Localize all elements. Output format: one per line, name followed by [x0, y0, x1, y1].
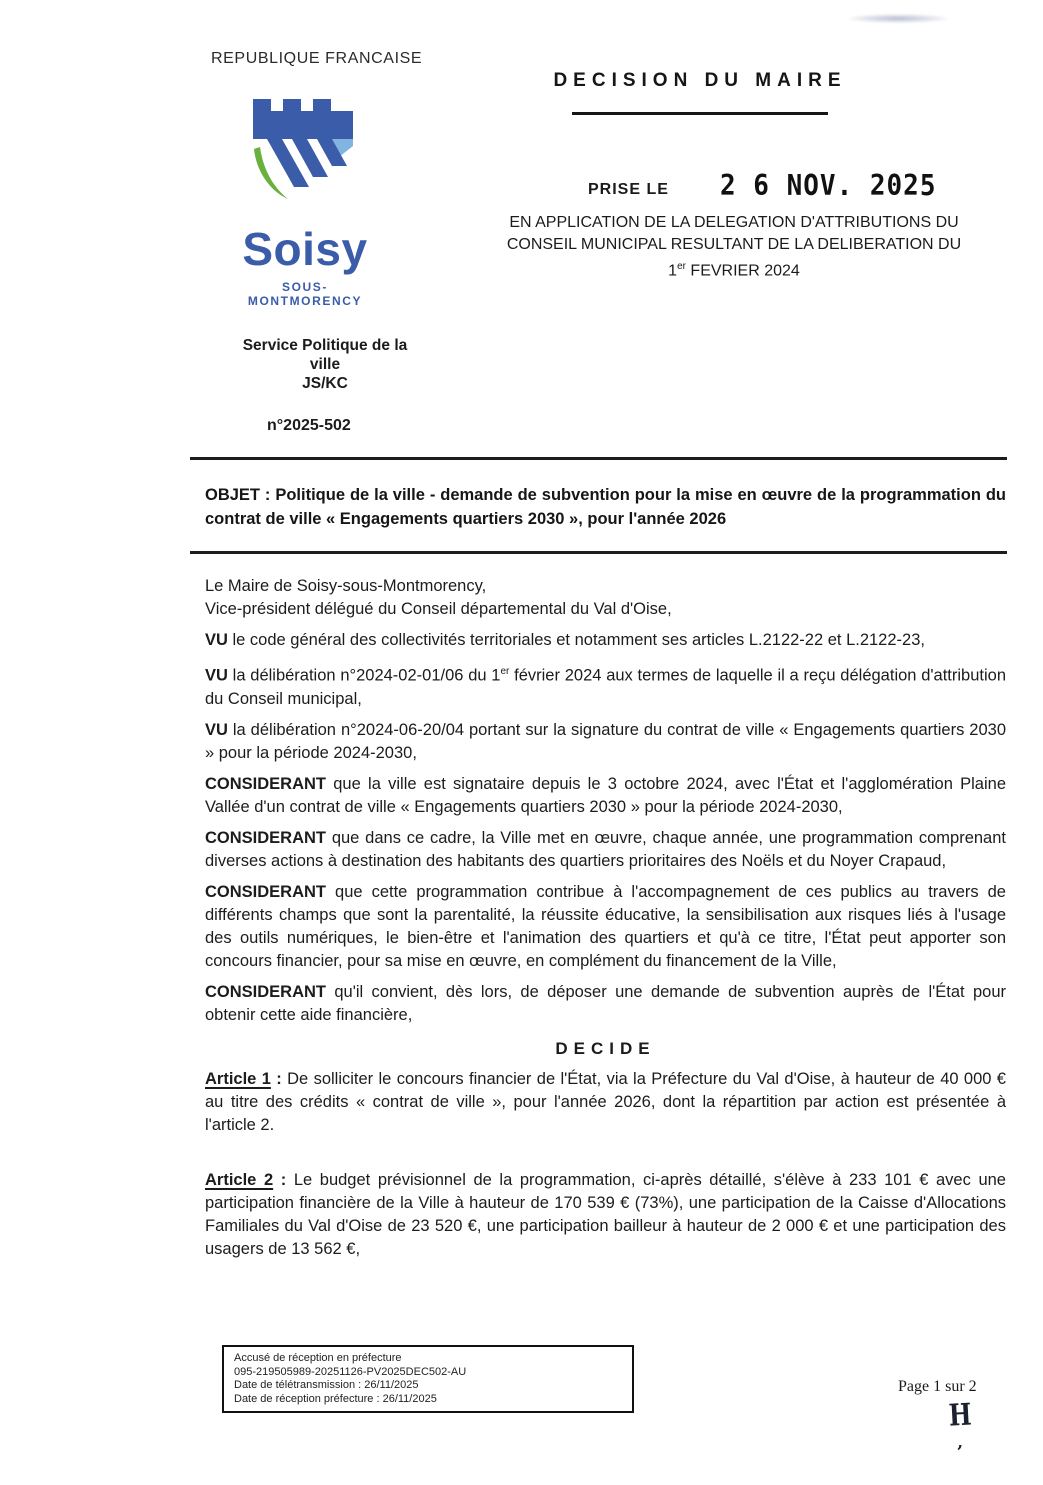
scan-smudge-artifact [848, 14, 948, 23]
decide-heading: DECIDE [555, 1038, 656, 1058]
application-line-3: 1er FEVRIER 2024 [668, 261, 800, 280]
application-line-2: CONSEIL MUNICIPAL RESULTANT DE LA DELIBERATION DU [506, 236, 962, 253]
service-line-2: ville [309, 356, 341, 373]
article-2-paragraph: Article 2 : Le budget prévisionnel de la programmation, ci-après détaillé, s'élève à 233 101 € avec une participation financière de la Ville à hauteur de 170 539 € (73%), une participation de la Caisse d'Allocations Familiales du Val d'Oise de 23 520 €, une participation bailleur à hauteur de 2 000 € et une participation des usagers de 13 562 €, [205, 1170, 1006, 1258]
prefecture-receipt-box [222, 1345, 634, 1413]
receipt-line-1: Accusé de réception en préfecture [234, 1352, 402, 1364]
horizontal-rule-top [190, 457, 1007, 460]
vice-president-line: Vice-président délégué du Conseil départemental du Val d'Oise, [205, 600, 672, 618]
paragraph-considerant-4: CONSIDERANT qu'il convient, dès lors, de déposer une demande de subvention auprès de l'État pour obtenir cette aide financière, [205, 982, 1006, 1024]
article-1-paragraph: Article 1 : De solliciter le concours financier de l'État, via la Préfecture du Val d'Oise, à hauteur de 40 000 € au titre des crédits « contrat de ville », pour l'année 2026, dont la répartition par action est présentée à l'article 2. [205, 1069, 1006, 1134]
mayor-line: Le Maire de Soisy-sous-Montmorency, [205, 577, 487, 595]
decision-body [205, 575, 1006, 1269]
prise-le-label: PRISE LE [588, 181, 669, 198]
paragraph-considerant-3: CONSIDERANT que cette programmation contribue à l'accompagnement de ces publics au travers de différents champs que sont la parentalité, la réussite éducative, la sensibilisation aux risques liés à l'usage des outils numériques, le bien-être et l'animation des quartiers et qu'à ce titre, l'État peut apporter son concours financier, pour sa mise en œuvre, en complément du financement de la Ville, [205, 882, 1006, 970]
document-title: DECISION DU MAIRE [553, 70, 847, 91]
republique-francaise-label: REPUBLIQUE FRANCAISE [211, 50, 423, 67]
paragraph-considerant-1: CONSIDERANT que la ville est signataire depuis le 3 octobre 2024, avec l'État et l'agglomération Plaine Vallée d'un contrat de ville « Engagements quartiers 2030 » pour la période 2024-2030, [205, 774, 1006, 816]
objet-paragraph: OBJET : Politique de la ville - demande de subvention pour la mise en œuvre de la programmation du contrat de ville « Engagements quartiers 2030 », pour l'année 2026 [205, 486, 1006, 528]
service-block [218, 336, 432, 393]
application-statement [433, 212, 1035, 282]
date-stamp: 2 6 NOV. 2025 [720, 170, 937, 203]
service-line-1: Service Politique de la [242, 337, 408, 354]
paragraph-vu-3: VU la délibération n°2024-06-20/04 portant sur la signature du contrat de ville « Engagements quartiers 2030 » pour la période 2024-2030, [205, 720, 1006, 762]
receipt-line-4: Date de réception préfecture : 26/11/2025 [234, 1392, 437, 1405]
soisy-logo [230, 88, 380, 308]
title-underline [572, 112, 828, 115]
logo-city-subtitle: SOUS-MONTMORENCY [247, 280, 363, 308]
handwritten-initial: H [947, 1397, 973, 1434]
service-line-3: JS/KC [302, 375, 348, 392]
decision-number: n°2025-502 [267, 417, 351, 434]
logo-city-name: Soisy [242, 223, 368, 275]
paragraph-vu-1: VU le code général des collectivités territoriales et notamment ses articles L.2122-22 et L.2122-23, [205, 631, 925, 649]
intro-block [205, 575, 1006, 621]
receipt-line-3: Date de télétransmission : 26/11/2025 [234, 1379, 419, 1391]
page-number: Page 1 sur 2 [898, 1378, 977, 1395]
paragraph-considerant-2: CONSIDERANT que dans ce cadre, la Ville met en œuvre, chaque année, une programmation comprenant diverses actions à destination des habitants des quartiers prioritaires des Noëls et du Noyer Crapaud, [205, 828, 1006, 870]
horizontal-rule-objet [190, 551, 1007, 554]
soisy-castle-emblem-icon [250, 88, 360, 220]
handwritten-initial-mark: ‚ [957, 1432, 964, 1453]
application-line-1: EN APPLICATION DE LA DELEGATION D'ATTRIBUTIONS DU [509, 214, 959, 231]
receipt-line-2: 095-219505989-20251126-PV2025DEC502-AU [234, 1365, 467, 1378]
paragraph-vu-2: VU la délibération n°2024-02-01/06 du 1er février 2024 aux termes de laquelle il a reçu délégation d'attribution du Conseil municipal, [205, 666, 1006, 708]
